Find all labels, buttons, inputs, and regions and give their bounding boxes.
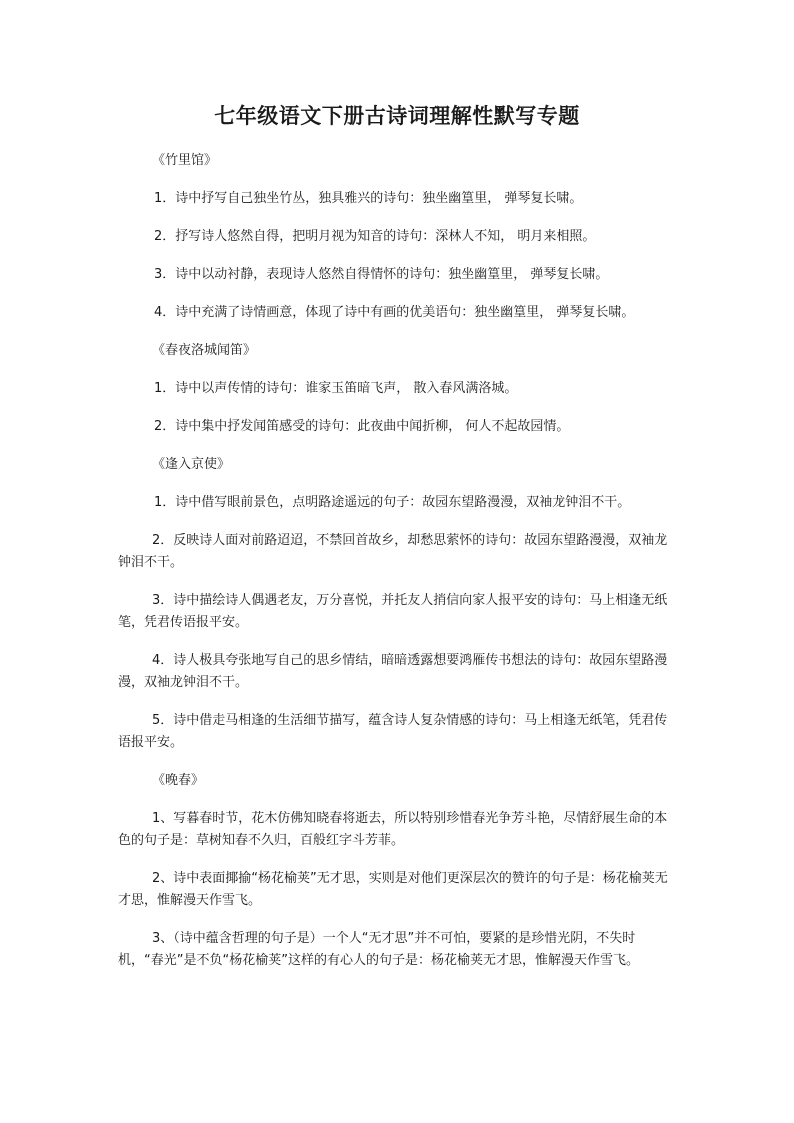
question-item: 1．诗中抒写自己独坐竹丛，独具雅兴的诗句：独坐幽篁里， 弹琴复长啸。 xyxy=(154,191,583,206)
document-title: 七年级语文下册古诗词理解性默写专题 xyxy=(214,103,580,128)
section-heading-chunye: 《春夜洛城闻笛》 xyxy=(152,343,257,358)
question-item: 4．诗人极具夸张地写自己的思乡情结，暗暗透露想要鸿雁传书想法的诗句：故园东望路漫漫，双袖龙钟泪不干。 xyxy=(118,653,668,690)
section-heading-fengrujingshi: 《逢入京使》 xyxy=(152,457,231,472)
section-heading-wanchun: 《晚春》 xyxy=(152,773,205,788)
question-item: 2．诗中集中抒发闻笛感受的诗句：此夜曲中闻折柳， 何人不起故园情。 xyxy=(154,419,570,434)
question-item: 2．抒写诗人悠然自得，把明月视为知音的诗句：深林人不知， 明月来相照。 xyxy=(154,229,596,244)
section-heading-zhuliguan: 《竹里馆》 xyxy=(152,153,218,168)
question-item: 5．诗中借走马相逢的生活细节描写，蕴含诗人复杂情感的诗句：马上相逢无纸笔，凭君传语报平安。 xyxy=(118,713,668,750)
question-item: 3．诗中以动衬静，表现诗人悠然自得情怀的诗句：独坐幽篁里， 弹琴复长啸。 xyxy=(154,267,609,282)
question-item: 1．诗中以声传情的诗句：谁家玉笛暗飞声， 散入春风满洛城。 xyxy=(154,381,518,396)
question-item: 1、写暮春时节，花木仿佛知晓春将逝去，所以特别珍惜春光争芳斗艳，尽情舒展生命的本色的句子是：草树知春不久归，百般红字斗芳菲。 xyxy=(118,811,668,848)
document-body xyxy=(118,150,680,972)
question-item: 2、诗中表面揶揄“杨花榆荚”无才思，实则是对他们更深层次的赞许的句子是：杨花榆荚无才思，惟解漫天作雪飞。 xyxy=(118,871,668,908)
question-item: 4．诗中充满了诗情画意，体现了诗中有画的优美语句：独坐幽篁里， 弹琴复长啸。 xyxy=(154,305,635,320)
question-item: 1．诗中借写眼前景色，点明路途遥远的句子：故园东望路漫漫，双袖龙钟泪不干。 xyxy=(154,495,631,510)
question-item: 3、（诗中蕴含哲理的句子是）一个人“无才思”并不可怕，要紧的是珍惜光阴，不失时机，“春光”是不负“杨花榆荚”这样的有心人的句子是：杨花榆荚无才思，惟解漫天作雪飞。 xyxy=(118,931,639,968)
question-item: 3．诗中描绘诗人偶遇老友，万分喜悦，并托友人捎信向家人报平安的诗句：马上相逢无纸笔，凭君传语报平安。 xyxy=(118,593,668,630)
question-item: 2．反映诗人面对前路迢迢，不禁回首故乡，却愁思萦怀的诗句：故园东望路漫漫，双袖龙钟泪不干。 xyxy=(118,533,668,570)
